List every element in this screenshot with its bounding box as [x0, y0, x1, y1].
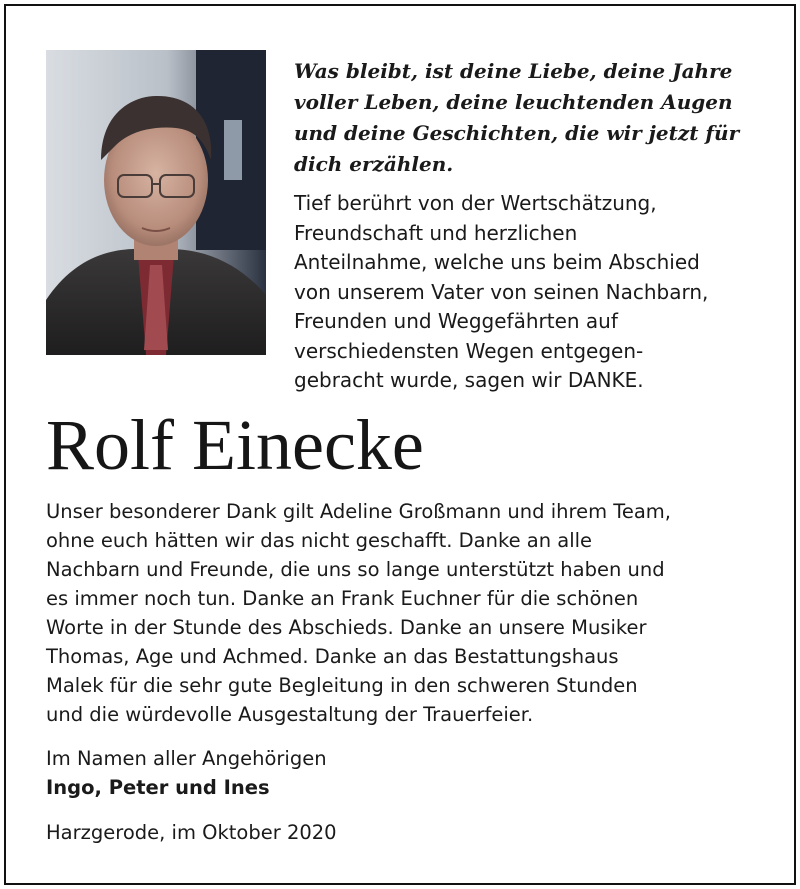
thanks-paragraph: Tief berührt von der Wertschätzung, Freundschaft und herzlichen Anteilnahme, welche uns beim Abschied von unserem Vater von seinen Nachbarn, Freunden und Weggefährten auf verschiedensten Wegen entgegen- gebracht wurde, sagen wir DANKE.	[294, 191, 709, 392]
family-names: Ingo, Peter und Ines	[46, 776, 270, 799]
acknowledgements-paragraph: Unser besonderer Dank gilt Adeline Großmann und ihrem Team, ohne euch hätten wir das nicht geschafft. Danke an alle Nachbarn und Freunde, die uns so lange unterstützt haben und es immer noch tun. Danke an Frank Euchner für die schönen Worte in der Stunde des Abschieds. Danke an unsere Musiker Thomas, Age und Achmed. Danke an das Bestattungshaus Malek für die sehr gute Begleitung in den schweren Stunden und die würdevolle Ausgestaltung der Trauerfeier.	[46, 500, 671, 726]
obituary-notice	[4, 4, 796, 885]
place-and-date: Harzgerode, im Oktober 2020	[46, 821, 337, 844]
deceased-name: Rolf Einecke	[46, 405, 424, 485]
memorial-quote: Was bleibt, ist deine Liebe, deine Jahre voller Leben, deine leuchtenden Augen und deine Geschichten, die wir jetzt für dich erzählen.	[294, 59, 740, 176]
portrait-photo	[46, 50, 266, 355]
family-intro: Im Namen aller Angehörigen	[46, 747, 327, 770]
